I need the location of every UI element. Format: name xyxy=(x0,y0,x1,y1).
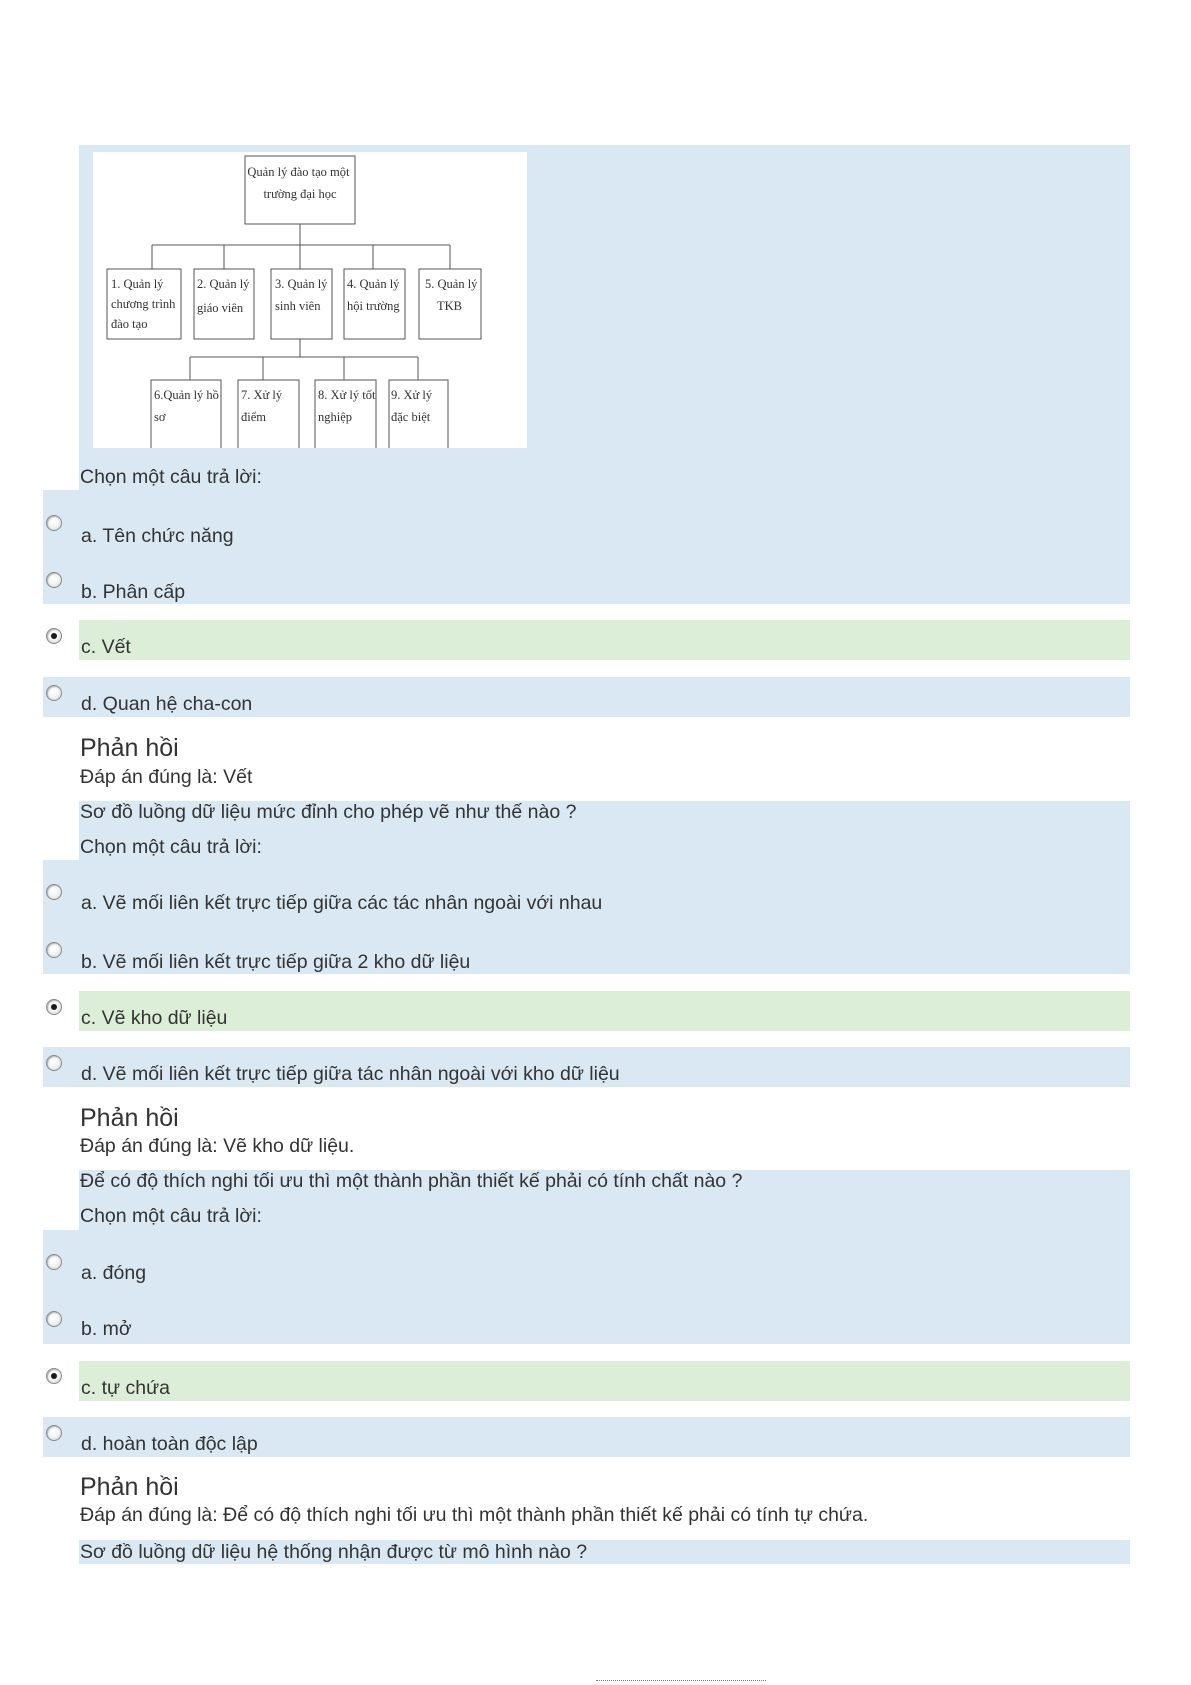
q3-option-c-radio[interactable] xyxy=(46,1368,62,1384)
q3-option-b-radio[interactable] xyxy=(46,1311,62,1327)
q3-option-d[interactable]: d. hoàn toàn độc lập xyxy=(81,1433,258,1455)
diagram-box-6-line1: 6.Quản lý hồ xyxy=(154,388,219,402)
diagram-box-3-line1: 3. Quản lý xyxy=(275,277,328,291)
q1-option-c-highlight xyxy=(79,620,1130,660)
q2-option-c-radio[interactable] xyxy=(46,999,62,1015)
diagram-box-1-line3: đào tạo xyxy=(111,317,148,331)
diagram-svg xyxy=(93,152,527,448)
diagram-box-2-line2: giáo viên xyxy=(197,301,244,315)
question-2-radio-gutter xyxy=(43,860,79,974)
diagram-box-5-line1: 5. Quản lý xyxy=(425,277,478,291)
diagram-box-7-line2: điểm xyxy=(241,410,266,424)
q1-feedback-title: Phản hồi xyxy=(80,734,179,762)
question-3-radio-gutter xyxy=(43,1230,79,1344)
question-3-panel xyxy=(79,1170,1130,1344)
q4-question: Sơ đồ luồng dữ liệu hệ thống nhận được từ mô hình nào ? xyxy=(80,1541,588,1563)
hierarchy-diagram xyxy=(93,152,527,448)
diagram-box-8-line2: nghiệp xyxy=(318,410,353,424)
svg-text:1. Quản lý chương trình xyxy=(111,277,179,331)
q2-prompt-label: Chọn một câu trả lời: xyxy=(80,836,262,858)
q1-option-a[interactable]: a. Tên chức năng xyxy=(81,525,234,547)
q2-option-a[interactable]: a. Vẽ mối liên kết trực tiếp giữa các tác nhân ngoài với nhau xyxy=(81,892,603,914)
svg-text:4. Quản lý hội trường xyxy=(347,277,403,313)
question-1-radio-gutter xyxy=(43,490,79,604)
diagram-box-9-line2: đặc biệt xyxy=(391,410,431,424)
svg-text:3. Quản lý sinh viên xyxy=(275,277,331,313)
q2-question: Sơ đồ luồng dữ liệu mức đỉnh cho phép vẽ như thế nào ? xyxy=(80,801,577,823)
q2-option-c[interactable]: c. Vẽ kho dữ liệu xyxy=(81,1007,228,1029)
q2-option-b[interactable]: b. Vẽ mối liên kết trực tiếp giữa 2 kho dữ liệu xyxy=(81,951,471,973)
diagram-box-8-line1: 8. Xử lý tốt xyxy=(318,388,376,402)
diagram-box-3-line2: sinh viên xyxy=(275,299,321,313)
page-break-line xyxy=(596,1680,766,1681)
q3-option-b[interactable]: b. mở xyxy=(81,1318,132,1340)
q1-feedback-text: Đáp án đúng là: Vết xyxy=(80,766,253,788)
diagram-box-6-line2: sơ xyxy=(154,410,166,424)
q2-feedback-text: Đáp án đúng là: Vẽ kho dữ liệu. xyxy=(80,1135,355,1157)
q2-option-d[interactable]: d. Vẽ mối liên kết trực tiếp giữa tác nhân ngoài với kho dữ liệu xyxy=(81,1063,620,1085)
q1-option-c-radio[interactable] xyxy=(46,628,62,644)
q3-option-d-radio[interactable] xyxy=(46,1425,62,1441)
diagram-box-4-line2: hội trường xyxy=(347,299,400,313)
svg-text:6.Quản lý hồ sơ xyxy=(154,388,222,424)
diagram-box-5-line2: TKB xyxy=(437,299,462,313)
q3-option-a-radio[interactable] xyxy=(46,1254,62,1270)
q2-option-c-highlight xyxy=(79,991,1130,1031)
diagram-box-9-line1: 9. Xử lý xyxy=(391,388,433,402)
q1-option-a-radio[interactable] xyxy=(46,515,62,531)
q3-prompt-label: Chọn một câu trả lời: xyxy=(80,1205,262,1227)
q3-option-c-highlight xyxy=(79,1361,1130,1401)
q3-feedback-title: Phản hồi xyxy=(80,1473,179,1501)
diagram-box-1-line2: chương trình xyxy=(111,297,176,311)
q2-feedback-title: Phản hồi xyxy=(80,1104,179,1132)
q1-option-b[interactable]: b. Phân cấp xyxy=(81,581,186,603)
diagram-box-7-line1: 7. Xử lý xyxy=(241,388,283,402)
svg-text:2. Quản lý giáo viên xyxy=(197,277,253,315)
svg-text:9. Xử lý đặc biệt xyxy=(391,388,435,424)
q1-option-d-radio[interactable] xyxy=(46,685,62,701)
diagram-root-line1: Quản lý đào tạo một xyxy=(247,165,350,179)
q2-option-b-radio[interactable] xyxy=(46,942,62,958)
q1-option-c[interactable]: c. Vết xyxy=(81,636,131,658)
q3-option-a[interactable]: a. đóng xyxy=(81,1262,147,1284)
q1-prompt-label: Chọn một câu trả lời: xyxy=(80,466,262,488)
q1-option-b-radio[interactable] xyxy=(46,572,62,588)
q3-option-c[interactable]: c. tự chứa xyxy=(81,1377,170,1399)
q2-option-d-radio[interactable] xyxy=(46,1055,62,1071)
q2-option-a-radio[interactable] xyxy=(46,884,62,900)
question-2-panel xyxy=(79,801,1130,974)
diagram-box-1-line1: 1. Quản lý xyxy=(111,277,164,291)
svg-text:Quản lý đào tạo một trườ xyxy=(247,165,352,201)
q3-feedback-text: Đáp án đúng là: Để có độ thích nghi tối ưu thì một thành phần thiết kế phải có tính tự chứa. xyxy=(80,1504,869,1526)
diagram-root-line2: trường đại học xyxy=(263,187,337,201)
diagram-box-2-line1: 2. Quản lý xyxy=(197,277,250,291)
svg-text:5. Quản lý TKB xyxy=(425,277,481,313)
diagram-box-4-line1: 4. Quản lý xyxy=(347,277,400,291)
svg-text:8. Xử lý tốt nghiệp xyxy=(318,388,379,424)
q1-option-d[interactable]: d. Quan hệ cha-con xyxy=(81,693,253,715)
svg-text:7. Xử lý điểm xyxy=(241,388,285,424)
q3-question: Để có độ thích nghi tối ưu thì một thành phần thiết kế phải có tính chất nào ? xyxy=(80,1170,743,1192)
